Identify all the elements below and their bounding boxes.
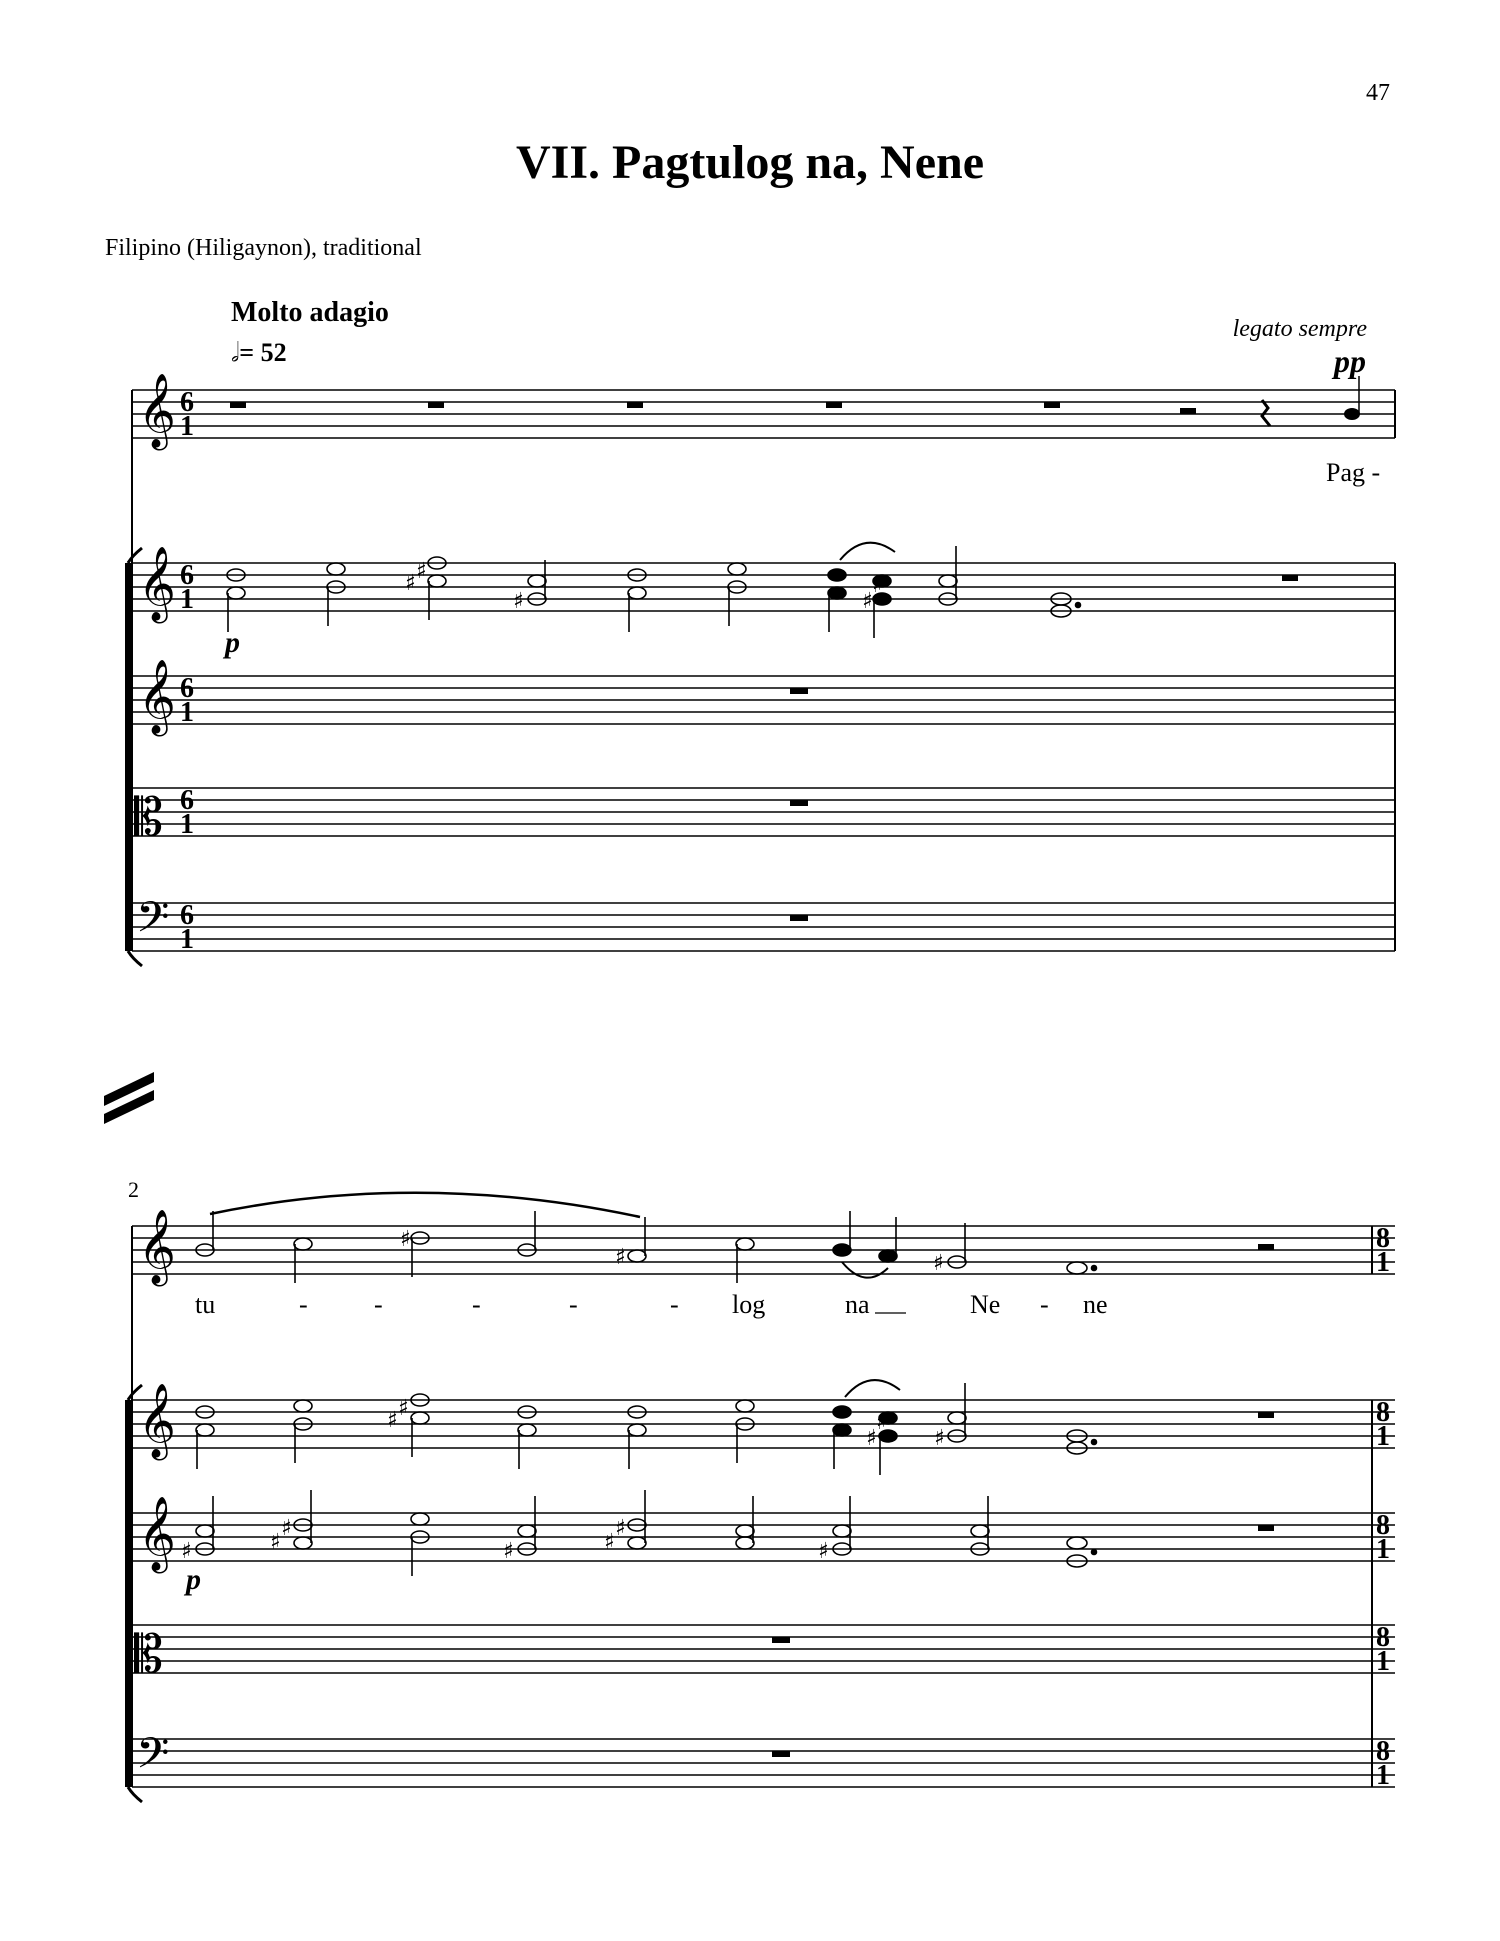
- svg-text:♯: ♯: [933, 1251, 944, 1276]
- svg-text:♯: ♯: [934, 1426, 945, 1451]
- dynamic-p: p: [225, 626, 240, 659]
- treble-clef-icon: 𝄞: [138, 547, 176, 621]
- svg-text:♯: ♯: [604, 1530, 615, 1555]
- alto-clef-icon: 𝄡: [134, 788, 164, 848]
- svg-text:♯: ♯: [400, 1227, 411, 1252]
- metronome-marking: 𝅗𝅥= 52: [231, 338, 287, 368]
- treble-clef-icon: 𝄞: [138, 374, 176, 448]
- lyric-syllable: tu: [195, 1290, 216, 1319]
- bass-clef-icon: 𝄢: [136, 1729, 170, 1789]
- svg-text:6: 6: [180, 387, 194, 418]
- voice-melody: [196, 1193, 1274, 1313]
- svg-text:♯: ♯: [281, 1516, 292, 1541]
- svg-text:♯: ♯: [181, 1539, 192, 1564]
- svg-text:8: 8: [1376, 1223, 1390, 1254]
- svg-text:8: 8: [1376, 1397, 1390, 1428]
- svg-text:8: 8: [1376, 1622, 1390, 1653]
- treble-1-notes: [196, 1380, 1274, 1475]
- lyric-syllable: ne: [1083, 1290, 1108, 1319]
- piece-title: VII. Pagtulog na, Nene: [515, 136, 985, 189]
- svg-text:8: 8: [1376, 1510, 1390, 1541]
- staff-treble-2: [132, 1513, 1395, 1561]
- treble-clef-icon: 𝄞: [138, 1497, 176, 1571]
- voice-rests: [230, 376, 1360, 426]
- svg-text:1: 1: [180, 411, 194, 442]
- svg-text:1: 1: [180, 924, 194, 955]
- lyric-hyphen: -: [299, 1290, 308, 1319]
- lyric-hyphen: -: [670, 1290, 679, 1319]
- svg-text:♯: ♯: [405, 571, 416, 596]
- staff-bass: [132, 1739, 1395, 1787]
- svg-text:♯: ♯: [876, 1410, 887, 1435]
- svg-text:1: 1: [1376, 1646, 1390, 1677]
- svg-text:♯: ♯: [398, 1396, 409, 1421]
- lyric-hyphen: -: [374, 1290, 383, 1319]
- svg-text:1: 1: [180, 584, 194, 615]
- staff-voice: [132, 390, 1395, 438]
- staff-treble-1: [132, 1400, 1395, 1448]
- measure-number: 2: [128, 1177, 139, 1202]
- svg-text:1: 1: [1376, 1247, 1390, 1278]
- svg-text:♯: ♯: [503, 1539, 514, 1564]
- system-separator: [104, 1072, 154, 1124]
- staff-bass: [132, 903, 1395, 951]
- system-1: [128, 390, 1395, 966]
- svg-text:1: 1: [1376, 1534, 1390, 1565]
- treble-clef-icon: 𝄞: [138, 660, 176, 734]
- svg-text:1: 1: [180, 697, 194, 728]
- lyric-syllable: Ne: [970, 1290, 1001, 1319]
- treble-clef-icon: 𝄞: [138, 1384, 176, 1458]
- svg-text:6: 6: [180, 673, 194, 704]
- svg-text:♯: ♯: [387, 1408, 398, 1433]
- lyric-hyphen: -: [1040, 1290, 1049, 1319]
- svg-text:♯: ♯: [615, 1516, 626, 1541]
- svg-text:1: 1: [180, 809, 194, 840]
- svg-text:♯: ♯: [513, 589, 524, 614]
- svg-text:♯: ♯: [866, 1426, 877, 1451]
- note: [1344, 408, 1360, 420]
- page-number: 47: [1366, 80, 1390, 106]
- staff-treble-2: [132, 676, 1395, 724]
- staff-alto: [132, 1625, 1395, 1673]
- svg-text:♯: ♯: [270, 1530, 281, 1555]
- staff-treble-1: [132, 563, 1395, 611]
- dynamic-p: p: [186, 1563, 201, 1596]
- system-2: [128, 1226, 1395, 1802]
- lyric-syllable: Pag -: [1326, 458, 1381, 487]
- staff-voice: [132, 1226, 1395, 1274]
- svg-text:♯: ♯: [416, 559, 427, 584]
- legato-direction: legato sempre: [1232, 316, 1367, 342]
- treble-clef-icon: 𝄞: [138, 1210, 176, 1284]
- tempo-marking: Molto adagio: [231, 297, 389, 328]
- bass-clef-icon: 𝄢: [136, 893, 170, 953]
- lyric-syllable: na: [845, 1290, 870, 1319]
- lyric-hyphen: -: [569, 1290, 578, 1319]
- treble-1-notes: [227, 543, 1298, 638]
- svg-text:♯: ♯: [862, 589, 873, 614]
- lyric-syllable: log: [732, 1290, 766, 1319]
- half-note-icon: 𝅗𝅥: [231, 338, 240, 368]
- treble-2-notes: [196, 1490, 1274, 1576]
- svg-text:1: 1: [1376, 1760, 1390, 1791]
- svg-text:♯: ♯: [615, 1245, 626, 1270]
- text-source: Filipino (Hiligaynon), traditional: [105, 235, 422, 261]
- svg-text:1: 1: [1376, 1421, 1390, 1452]
- svg-text:6: 6: [180, 900, 194, 931]
- svg-text:8: 8: [1376, 1736, 1390, 1767]
- alto-clef-icon: 𝄡: [134, 1625, 164, 1685]
- staff-alto: [132, 788, 1395, 836]
- dynamic-pp: pp: [1334, 343, 1366, 379]
- svg-text:6: 6: [180, 785, 194, 816]
- svg-text:♯: ♯: [872, 573, 883, 598]
- svg-text:♯: ♯: [818, 1539, 829, 1564]
- lyric-hyphen: -: [472, 1290, 481, 1319]
- svg-text:6: 6: [180, 560, 194, 591]
